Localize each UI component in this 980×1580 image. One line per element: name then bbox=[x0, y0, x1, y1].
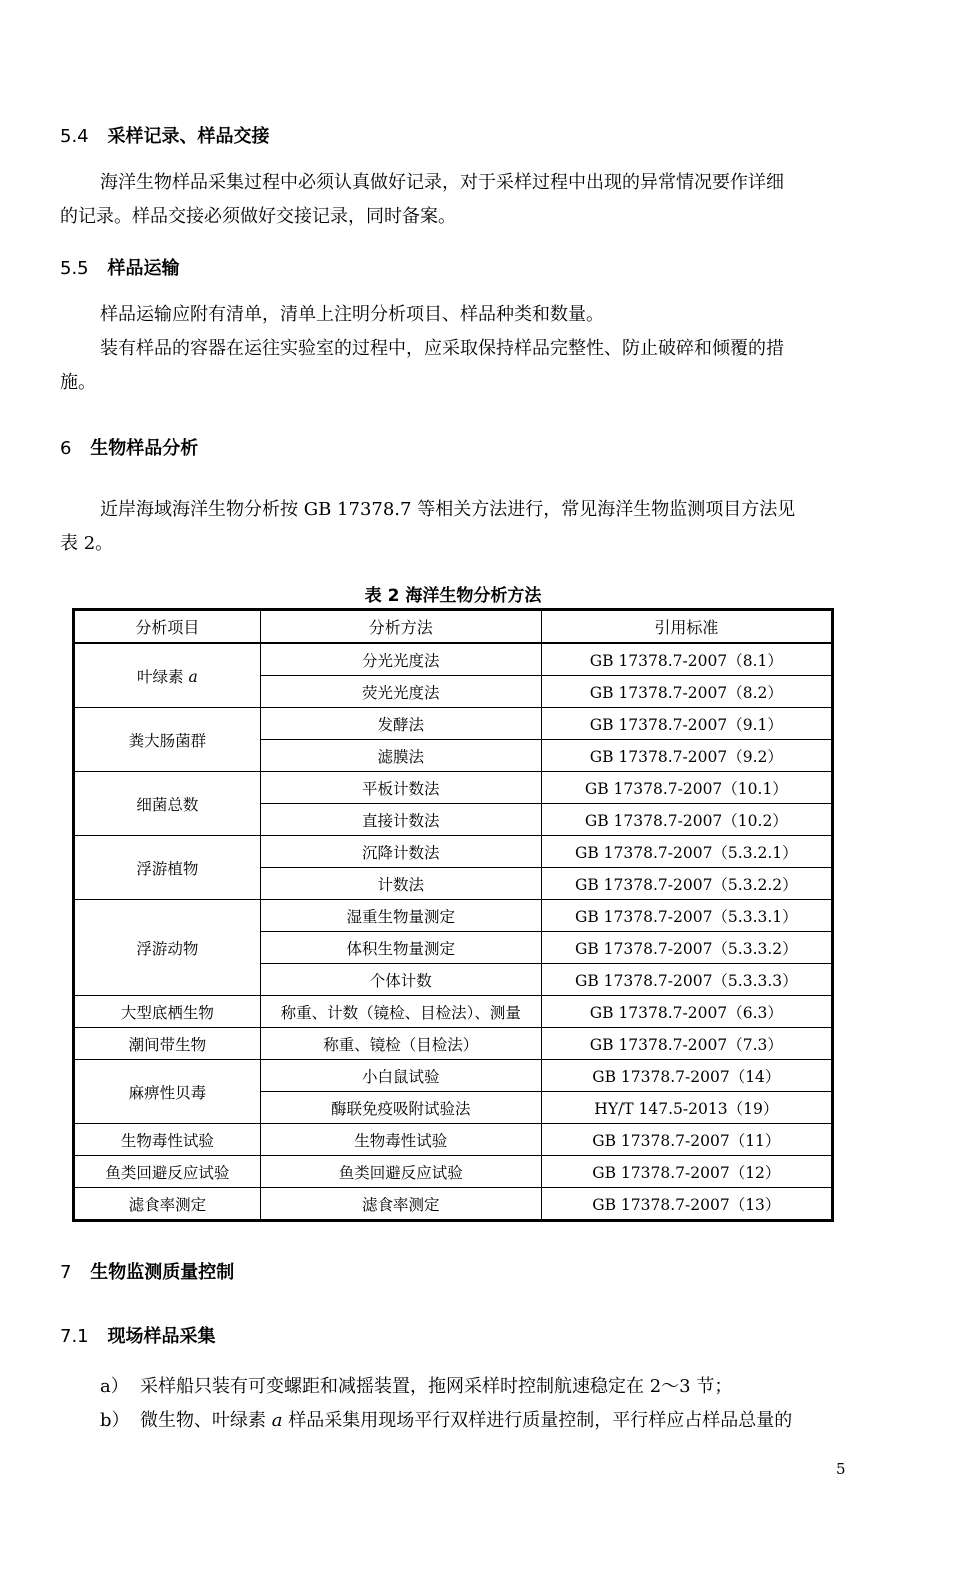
section-5-4-heading bbox=[60, 122, 269, 148]
table-caption: 表 2 海洋生物分析方法 bbox=[364, 586, 542, 606]
standard-cell: GB 17378.7-2007（5.3.3.3） bbox=[541, 964, 832, 996]
method-cell: 个体计数 bbox=[260, 964, 541, 996]
table-row bbox=[74, 996, 833, 1028]
method-cell: 酶联免疫吸附试验法 bbox=[260, 1092, 541, 1124]
section-number: 5.4 bbox=[60, 126, 89, 147]
paragraph-line: 的记录。样品交接必须做好交接记录，同时备案。 bbox=[60, 206, 456, 227]
standard-cell: GB 17378.7-2007（9.2） bbox=[541, 740, 832, 772]
paragraph-line: 装有样品的容器在运往实验室的过程中，应采取保持样品完整性、防止破碎和倾覆的措 bbox=[100, 338, 784, 359]
list-item bbox=[100, 1372, 732, 1398]
paragraph-line: 海洋生物样品采集过程中必须认真做好记录，对于采样过程中出现的异常情况要作详细 bbox=[100, 172, 784, 193]
section-title: 采样记录、样品交接 bbox=[107, 126, 270, 147]
table-row bbox=[74, 772, 833, 804]
standard-cell: GB 17378.7-2007（10.1） bbox=[541, 772, 832, 804]
section-title: 生物监测质量控制 bbox=[90, 1262, 235, 1283]
item-cell: 大型底栖生物 bbox=[74, 996, 261, 1028]
item-cell: 滤食率测定 bbox=[74, 1188, 261, 1221]
paragraph-line: 表 2。 bbox=[60, 533, 114, 554]
column-header: 引用标准 bbox=[541, 610, 832, 644]
table-row bbox=[74, 1156, 833, 1188]
standard-cell: GB 17378.7-2007（5.3.2.2） bbox=[541, 868, 832, 900]
method-cell: 称重、镜检（目检法） bbox=[260, 1028, 541, 1060]
section-title: 现场样品采集 bbox=[107, 1326, 216, 1347]
paragraph-line: 样品运输应附有清单，清单上注明分析项目、样品种类和数量。 bbox=[100, 304, 604, 325]
paragraph-line: 施。 bbox=[60, 372, 96, 393]
item-cell: 鱼类回避反应试验 bbox=[74, 1156, 261, 1188]
table-row bbox=[74, 836, 833, 868]
section-number: 7 bbox=[60, 1262, 72, 1283]
analysis-methods-table bbox=[72, 608, 834, 1222]
section-title: 生物样品分析 bbox=[90, 438, 199, 459]
column-header: 分析方法 bbox=[260, 610, 541, 644]
standard-cell: GB 17378.7-2007（5.3.2.1） bbox=[541, 836, 832, 868]
section-number: 7.1 bbox=[60, 1326, 89, 1347]
section-6-heading bbox=[60, 434, 198, 460]
section-7-1-heading bbox=[60, 1322, 215, 1348]
method-cell: 平板计数法 bbox=[260, 772, 541, 804]
list-text: 样品采集用现场平行双样进行质量控制，平行样应占样品总量的 bbox=[282, 1410, 793, 1431]
table-row bbox=[74, 643, 833, 676]
list-item bbox=[100, 1406, 792, 1432]
list-marker: b） bbox=[100, 1410, 130, 1431]
method-cell: 沉降计数法 bbox=[260, 836, 541, 868]
method-cell: 生物毒性试验 bbox=[260, 1124, 541, 1156]
standard-cell: GB 17378.7-2007（6.3） bbox=[541, 996, 832, 1028]
standard-cell: GB 17378.7-2007（14） bbox=[541, 1060, 832, 1092]
standard-cell: HY/T 147.5-2013（19） bbox=[541, 1092, 832, 1124]
item-cell: 浮游动物 bbox=[74, 900, 261, 996]
item-cell: 叶绿素 a bbox=[74, 643, 261, 708]
list-text: 微生物、叶绿素 bbox=[140, 1410, 272, 1431]
table-row bbox=[74, 1028, 833, 1060]
method-cell: 称重、计数（镜检、目检法）、测量 bbox=[260, 996, 541, 1028]
page-number: 5 bbox=[836, 1460, 846, 1478]
method-cell: 荧光光度法 bbox=[260, 676, 541, 708]
table-row bbox=[74, 1124, 833, 1156]
item-cell: 生物毒性试验 bbox=[74, 1124, 261, 1156]
section-number: 5.5 bbox=[60, 258, 89, 279]
table-row bbox=[74, 708, 833, 740]
column-header: 分析项目 bbox=[74, 610, 261, 644]
item-cell: 麻痹性贝毒 bbox=[74, 1060, 261, 1124]
section-title: 样品运输 bbox=[107, 258, 180, 279]
standard-cell: GB 17378.7-2007（7.3） bbox=[541, 1028, 832, 1060]
list-text-italic: a bbox=[271, 1410, 283, 1431]
method-cell: 滤膜法 bbox=[260, 740, 541, 772]
standard-cell: GB 17378.7-2007（11） bbox=[541, 1124, 832, 1156]
table-row bbox=[74, 1060, 833, 1092]
method-cell: 分光光度法 bbox=[260, 643, 541, 676]
method-cell: 鱼类回避反应试验 bbox=[260, 1156, 541, 1188]
standard-cell: GB 17378.7-2007（13） bbox=[541, 1188, 832, 1221]
method-cell: 直接计数法 bbox=[260, 804, 541, 836]
section-7-heading bbox=[60, 1258, 234, 1284]
method-cell: 体积生物量测定 bbox=[260, 932, 541, 964]
list-marker: a） bbox=[100, 1376, 129, 1397]
section-5-5-heading bbox=[60, 254, 179, 280]
item-cell: 浮游植物 bbox=[74, 836, 261, 900]
item-cell: 细菌总数 bbox=[74, 772, 261, 836]
standard-cell: GB 17378.7-2007（5.3.3.1） bbox=[541, 900, 832, 932]
standard-cell: GB 17378.7-2007（10.2） bbox=[541, 804, 832, 836]
standard-cell: GB 17378.7-2007（12） bbox=[541, 1156, 832, 1188]
section-number: 6 bbox=[60, 438, 72, 459]
method-cell: 发酵法 bbox=[260, 708, 541, 740]
item-cell: 潮间带生物 bbox=[74, 1028, 261, 1060]
method-cell: 湿重生物量测定 bbox=[260, 900, 541, 932]
item-cell: 粪大肠菌群 bbox=[74, 708, 261, 772]
table-row bbox=[74, 1188, 833, 1221]
list-text: 采样船只装有可变螺距和减摇装置，拖网采样时控制航速稳定在 2～3 节； bbox=[140, 1376, 733, 1397]
method-cell: 小白鼠试验 bbox=[260, 1060, 541, 1092]
standard-cell: GB 17378.7-2007（8.2） bbox=[541, 676, 832, 708]
standard-cell: GB 17378.7-2007（9.1） bbox=[541, 708, 832, 740]
paragraph-line: 近岸海域海洋生物分析按 GB 17378.7 等相关方法进行，常见海洋生物监测项目方法见 bbox=[100, 499, 796, 520]
standard-cell: GB 17378.7-2007（5.3.3.2） bbox=[541, 932, 832, 964]
method-cell: 计数法 bbox=[260, 868, 541, 900]
standard-cell: GB 17378.7-2007（8.1） bbox=[541, 643, 832, 676]
table-header-row bbox=[74, 610, 833, 644]
method-cell: 滤食率测定 bbox=[260, 1188, 541, 1221]
table-row bbox=[74, 900, 833, 932]
